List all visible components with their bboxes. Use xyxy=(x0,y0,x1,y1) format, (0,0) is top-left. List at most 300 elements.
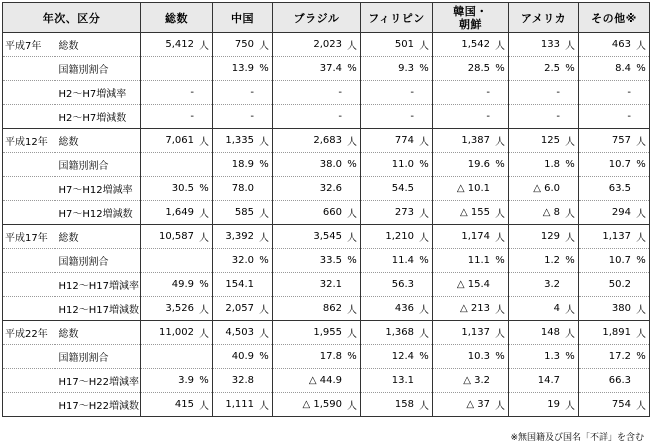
table-cell xyxy=(213,201,273,225)
table-cell xyxy=(509,345,579,369)
cell-value: 12.4 xyxy=(391,351,414,362)
table-cell xyxy=(579,57,650,81)
cell-value: 13.1 xyxy=(391,375,414,386)
table-cell xyxy=(433,153,509,177)
cell-value: 54.5 xyxy=(391,183,414,194)
footnote: ※無国籍及び国名「不詳」を含む xyxy=(510,433,644,443)
cell-unit: 人 xyxy=(419,41,429,52)
cell-value: 4,503 xyxy=(225,327,254,338)
row-label: 総数 xyxy=(55,33,141,57)
table-cell xyxy=(509,177,579,201)
cell-unit: 人 xyxy=(347,329,357,340)
table-cell xyxy=(433,33,509,57)
table-cell xyxy=(273,153,361,177)
table-cell xyxy=(579,249,650,273)
cell-value: 1.8 xyxy=(544,159,560,170)
table-cell xyxy=(509,201,579,225)
table-cell xyxy=(579,105,650,129)
cell-value: 50.2 xyxy=(608,279,631,290)
table-cell xyxy=(141,33,213,57)
cell-value: - xyxy=(486,111,490,122)
table-cell xyxy=(509,321,579,345)
row-label: H2～H7増減数 xyxy=(55,105,141,129)
era-label: 平成7年 xyxy=(3,33,55,57)
cell-unit: 人 xyxy=(259,233,269,244)
table-cell xyxy=(361,369,433,393)
table-cell xyxy=(273,297,361,321)
table-cell xyxy=(273,177,361,201)
row-label: H7～H12増減数 xyxy=(55,201,141,225)
cell-value: 415 xyxy=(174,399,194,410)
table-row xyxy=(3,369,650,393)
cell-unit: 人 xyxy=(199,233,209,244)
cell-value: 754 xyxy=(611,399,631,410)
table-cell xyxy=(509,297,579,321)
cell-value: 1,210 xyxy=(385,231,414,242)
cell-value: 1.2 xyxy=(544,255,560,266)
cell-unit: 人 xyxy=(495,209,505,220)
table-cell xyxy=(213,249,273,273)
table-cell xyxy=(509,393,579,417)
row-label: H12～H17増減数 xyxy=(55,297,141,321)
table-cell xyxy=(361,153,433,177)
cell-unit: 人 xyxy=(565,233,575,244)
table-row xyxy=(3,177,650,201)
table-row xyxy=(3,393,650,417)
cell-unit: % xyxy=(419,255,429,266)
cell-unit: 人 xyxy=(495,305,505,316)
cell-value: △ 1,590 xyxy=(302,399,342,410)
table-row xyxy=(3,249,650,273)
cell-value: 78.0 xyxy=(231,183,254,194)
table-cell xyxy=(273,33,361,57)
table-cell xyxy=(509,105,579,129)
era-spacer xyxy=(3,273,55,297)
cell-value: - xyxy=(556,111,560,122)
table-cell xyxy=(141,81,213,105)
cell-value: 2,023 xyxy=(313,39,342,50)
table-cell xyxy=(141,369,213,393)
row-label: H7～H12増減率 xyxy=(55,177,141,201)
cell-unit: 人 xyxy=(347,233,357,244)
row-label: 国籍別割合 xyxy=(55,249,141,273)
cell-value: 1,955 xyxy=(313,327,342,338)
cell-value: 5,412 xyxy=(165,39,194,50)
cell-unit: 人 xyxy=(199,137,209,148)
table-cell xyxy=(509,81,579,105)
table-cell xyxy=(273,249,361,273)
cell-value: 774 xyxy=(394,135,414,146)
table-cell xyxy=(213,273,273,297)
cell-unit: 人 xyxy=(565,209,575,220)
table-cell xyxy=(273,201,361,225)
cell-unit: 人 xyxy=(259,137,269,148)
table-cell xyxy=(361,129,433,153)
table-cell xyxy=(213,33,273,57)
cell-unit: 人 xyxy=(636,41,646,52)
cell-value: 3,526 xyxy=(165,303,194,314)
cell-unit: 人 xyxy=(347,401,357,412)
era-spacer xyxy=(3,249,55,273)
cell-unit: 人 xyxy=(495,137,505,148)
era-label: 平成22年 xyxy=(3,321,55,345)
table-cell xyxy=(141,105,213,129)
cell-value: 19 xyxy=(547,399,560,410)
cell-value: 3.2 xyxy=(544,279,560,290)
table-cell xyxy=(273,369,361,393)
cell-unit: % xyxy=(259,159,269,170)
cell-value: - xyxy=(338,87,342,98)
cell-value: △ 6.0 xyxy=(533,183,560,194)
era-spacer xyxy=(3,393,55,417)
cell-value: 4 xyxy=(553,303,560,314)
table-body xyxy=(3,33,650,417)
table-cell xyxy=(433,297,509,321)
cell-value: 3,392 xyxy=(225,231,254,242)
cell-value: 66.3 xyxy=(608,375,631,386)
table-row xyxy=(3,345,650,369)
cell-unit: 人 xyxy=(495,329,505,340)
cell-value: 28.5 xyxy=(467,63,490,74)
cell-unit: % xyxy=(636,255,646,266)
era-spacer xyxy=(3,153,55,177)
table-cell xyxy=(509,153,579,177)
cell-unit: 人 xyxy=(347,209,357,220)
cell-unit: % xyxy=(636,63,646,74)
era-spacer xyxy=(3,81,55,105)
table-row xyxy=(3,153,650,177)
cell-value: 158 xyxy=(394,399,414,410)
row-label: 総数 xyxy=(55,225,141,249)
table-cell xyxy=(433,105,509,129)
table-cell xyxy=(213,129,273,153)
table-cell xyxy=(509,249,579,273)
table-row xyxy=(3,273,650,297)
table-cell xyxy=(361,57,433,81)
table-cell xyxy=(509,369,579,393)
table-row xyxy=(3,129,650,153)
cell-value: 294 xyxy=(611,207,631,218)
table-cell xyxy=(213,153,273,177)
table-cell xyxy=(579,153,650,177)
cell-value: 32.0 xyxy=(231,255,254,266)
row-label: H12～H17増減率 xyxy=(55,273,141,297)
cell-unit: % xyxy=(495,159,505,170)
cell-value: - xyxy=(486,87,490,98)
table-cell xyxy=(433,321,509,345)
cell-value: 14.7 xyxy=(537,375,560,386)
table-cell xyxy=(433,249,509,273)
cell-value: 10.3 xyxy=(467,351,490,362)
cell-value: 10,587 xyxy=(159,231,194,242)
header-usa: アメリカ xyxy=(509,3,579,33)
cell-value: 17.8 xyxy=(319,351,342,362)
table-cell xyxy=(579,81,650,105)
header-other: その他※ xyxy=(579,3,650,33)
cell-unit: % xyxy=(347,159,357,170)
cell-unit: 人 xyxy=(419,137,429,148)
table-cell xyxy=(361,297,433,321)
table-cell xyxy=(361,201,433,225)
table-cell xyxy=(141,177,213,201)
cell-unit: % xyxy=(565,351,575,362)
cell-unit: 人 xyxy=(199,329,209,340)
row-label: H17～H22増減数 xyxy=(55,393,141,417)
era-spacer xyxy=(3,369,55,393)
cell-value: 1,387 xyxy=(461,135,490,146)
table-row xyxy=(3,321,650,345)
cell-unit: % xyxy=(259,351,269,362)
cell-value: 133 xyxy=(540,39,560,50)
cell-value: △ 213 xyxy=(460,303,490,314)
table-cell xyxy=(213,57,273,81)
table-cell xyxy=(273,393,361,417)
cell-value: 1.3 xyxy=(544,351,560,362)
cell-value: 125 xyxy=(540,135,560,146)
cell-value: 129 xyxy=(540,231,560,242)
table-cell xyxy=(141,201,213,225)
table-cell xyxy=(141,249,213,273)
table-cell xyxy=(213,225,273,249)
cell-unit: 人 xyxy=(259,209,269,220)
cell-unit: 人 xyxy=(636,329,646,340)
header-row xyxy=(3,3,650,33)
header-korea xyxy=(433,3,509,33)
row-label: H2～H7増減率 xyxy=(55,81,141,105)
cell-unit: 人 xyxy=(495,41,505,52)
table-cell xyxy=(361,33,433,57)
table-cell xyxy=(361,105,433,129)
table-cell xyxy=(141,393,213,417)
cell-value: 436 xyxy=(394,303,414,314)
table-cell xyxy=(433,177,509,201)
row-label: 総数 xyxy=(55,321,141,345)
table-cell xyxy=(273,321,361,345)
table-cell xyxy=(213,393,273,417)
table-cell xyxy=(273,81,361,105)
header-philippines: フィリピン xyxy=(361,3,433,33)
table-cell xyxy=(361,273,433,297)
header-korea-line1: 韓国・ xyxy=(453,4,488,18)
table-cell xyxy=(141,57,213,81)
cell-unit: % xyxy=(636,351,646,362)
cell-value: 30.5 xyxy=(171,183,194,194)
cell-value: 63.5 xyxy=(608,183,631,194)
cell-value: 10.7 xyxy=(608,159,631,170)
cell-value: 1,542 xyxy=(461,39,490,50)
table-cell xyxy=(213,81,273,105)
cell-unit: 人 xyxy=(199,209,209,220)
cell-value: 273 xyxy=(394,207,414,218)
cell-value: 501 xyxy=(394,39,414,50)
cell-value: 1,137 xyxy=(602,231,631,242)
cell-value: 56.3 xyxy=(391,279,414,290)
cell-unit: 人 xyxy=(495,401,505,412)
cell-value: 11.0 xyxy=(391,159,414,170)
table-cell xyxy=(579,297,650,321)
table-cell xyxy=(273,105,361,129)
cell-unit: 人 xyxy=(636,209,646,220)
cell-unit: % xyxy=(199,183,209,194)
cell-unit: 人 xyxy=(636,401,646,412)
cell-value: 1,368 xyxy=(385,327,414,338)
table-cell xyxy=(141,345,213,369)
cell-value: 1,649 xyxy=(165,207,194,218)
table-cell xyxy=(213,177,273,201)
cell-value: 1,891 xyxy=(602,327,631,338)
cell-value: 750 xyxy=(234,39,254,50)
table-cell xyxy=(579,321,650,345)
cell-unit: 人 xyxy=(636,233,646,244)
cell-value: 585 xyxy=(234,207,254,218)
table-cell xyxy=(579,129,650,153)
cell-unit: 人 xyxy=(419,305,429,316)
cell-value: 17.2 xyxy=(608,351,631,362)
cell-value: 19.6 xyxy=(467,159,490,170)
cell-value: - xyxy=(627,87,631,98)
cell-value: △ 37 xyxy=(466,399,490,410)
cell-value: 49.9 xyxy=(171,279,194,290)
cell-unit: 人 xyxy=(347,137,357,148)
table-cell xyxy=(579,225,650,249)
cell-value: - xyxy=(410,111,414,122)
table-cell xyxy=(273,129,361,153)
table-cell xyxy=(433,129,509,153)
cell-value: 2,683 xyxy=(313,135,342,146)
population-table xyxy=(2,2,650,417)
cell-value: 463 xyxy=(611,39,631,50)
table-row xyxy=(3,105,650,129)
header-korea-line2: 朝鮮 xyxy=(459,17,482,31)
cell-value: 38.0 xyxy=(319,159,342,170)
cell-unit: 人 xyxy=(565,41,575,52)
cell-unit: % xyxy=(347,255,357,266)
header-total: 総数 xyxy=(141,3,213,33)
cell-unit: 人 xyxy=(636,137,646,148)
cell-value: - xyxy=(190,87,194,98)
table-cell xyxy=(213,297,273,321)
cell-value: 18.9 xyxy=(231,159,254,170)
cell-unit: % xyxy=(495,351,505,362)
cell-unit: % xyxy=(347,63,357,74)
row-label: 国籍別割合 xyxy=(55,345,141,369)
cell-value: 7,061 xyxy=(165,135,194,146)
era-spacer xyxy=(3,105,55,129)
cell-unit: % xyxy=(347,351,357,362)
table-row xyxy=(3,81,650,105)
cell-value: 3,545 xyxy=(313,231,342,242)
table-cell xyxy=(433,273,509,297)
table-cell xyxy=(579,273,650,297)
table-cell xyxy=(361,225,433,249)
row-label: 国籍別割合 xyxy=(55,153,141,177)
table-cell xyxy=(433,393,509,417)
cell-unit: 人 xyxy=(565,305,575,316)
cell-value: △ 44.9 xyxy=(308,375,342,386)
cell-value: - xyxy=(250,111,254,122)
cell-unit: % xyxy=(495,63,505,74)
table-cell xyxy=(433,225,509,249)
cell-value: △ 155 xyxy=(460,207,490,218)
cell-unit: 人 xyxy=(259,305,269,316)
cell-unit: % xyxy=(259,63,269,74)
row-label: 国籍別割合 xyxy=(55,57,141,81)
cell-value: 154.1 xyxy=(225,279,254,290)
cell-value: 13.9 xyxy=(231,63,254,74)
cell-unit: 人 xyxy=(259,329,269,340)
cell-value: 32.8 xyxy=(231,375,254,386)
header-china: 中国 xyxy=(213,3,273,33)
table-cell xyxy=(213,345,273,369)
cell-unit: % xyxy=(259,255,269,266)
table-cell xyxy=(141,153,213,177)
cell-value: 10.7 xyxy=(608,255,631,266)
cell-value: 2,057 xyxy=(225,303,254,314)
cell-unit: % xyxy=(565,159,575,170)
table-cell xyxy=(141,225,213,249)
cell-unit: 人 xyxy=(565,401,575,412)
era-spacer xyxy=(3,57,55,81)
table-cell xyxy=(213,105,273,129)
cell-unit: % xyxy=(565,63,575,74)
table-cell xyxy=(141,321,213,345)
cell-value: 2.5 xyxy=(544,63,560,74)
cell-unit: 人 xyxy=(347,41,357,52)
table-row xyxy=(3,297,650,321)
cell-value: 9.3 xyxy=(398,63,414,74)
cell-value: 862 xyxy=(322,303,342,314)
cell-value: - xyxy=(410,87,414,98)
cell-value: 1,137 xyxy=(461,327,490,338)
cell-unit: 人 xyxy=(419,329,429,340)
table-row xyxy=(3,201,650,225)
era-spacer xyxy=(3,201,55,225)
table-cell xyxy=(509,33,579,57)
row-label: 総数 xyxy=(55,129,141,153)
cell-unit: % xyxy=(495,255,505,266)
table-cell xyxy=(509,57,579,81)
cell-value: - xyxy=(556,87,560,98)
table-cell xyxy=(141,129,213,153)
table-cell xyxy=(273,57,361,81)
cell-value: 148 xyxy=(540,327,560,338)
cell-value: 1,335 xyxy=(225,135,254,146)
cell-value: - xyxy=(250,87,254,98)
table-cell xyxy=(361,321,433,345)
table-cell xyxy=(213,321,273,345)
table-cell xyxy=(579,345,650,369)
cell-value: 11.4 xyxy=(391,255,414,266)
cell-value: 11.1 xyxy=(467,255,490,266)
cell-unit: % xyxy=(419,351,429,362)
table-cell xyxy=(361,81,433,105)
cell-value: 3.9 xyxy=(178,375,194,386)
cell-value: 11,002 xyxy=(159,327,194,338)
cell-unit: 人 xyxy=(199,305,209,316)
table-cell xyxy=(433,201,509,225)
cell-unit: 人 xyxy=(636,305,646,316)
table-cell xyxy=(361,393,433,417)
cell-value: 37.4 xyxy=(319,63,342,74)
table-cell xyxy=(213,369,273,393)
cell-unit: 人 xyxy=(419,209,429,220)
cell-unit: % xyxy=(199,375,209,386)
table-cell xyxy=(579,369,650,393)
cell-value: 1,111 xyxy=(225,399,254,410)
table-cell xyxy=(579,201,650,225)
row-label: H17～H22増減率 xyxy=(55,369,141,393)
table-cell xyxy=(433,369,509,393)
